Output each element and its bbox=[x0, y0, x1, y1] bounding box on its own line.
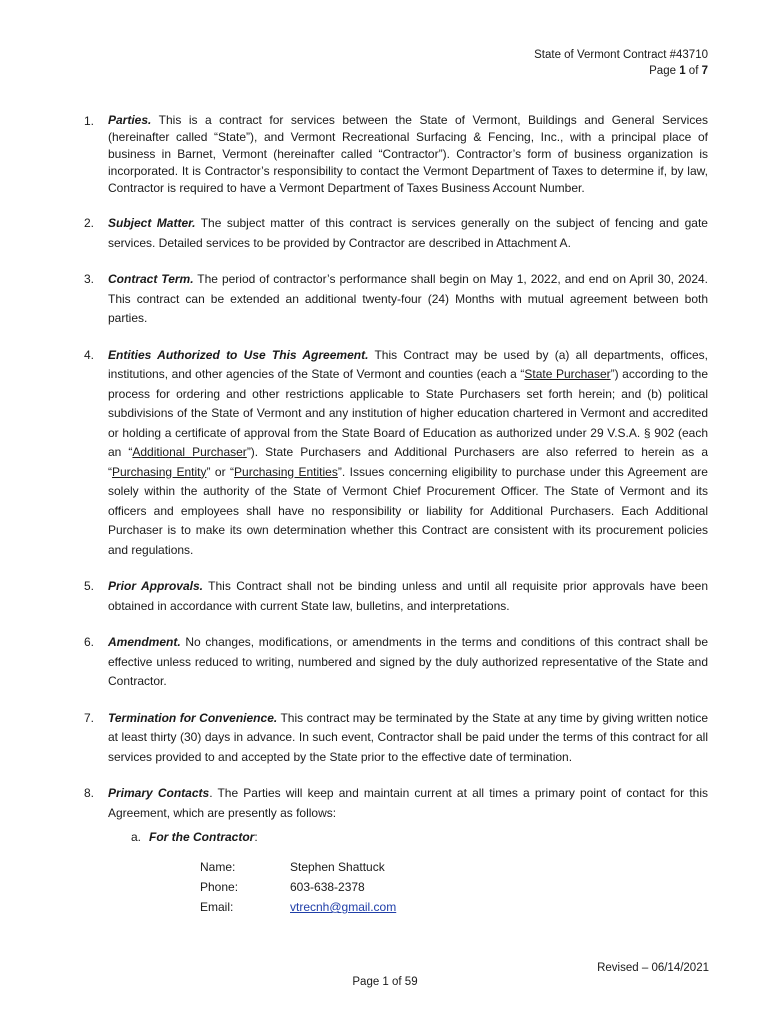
page-number: 1 bbox=[679, 65, 686, 77]
section-number: 6. bbox=[84, 635, 95, 649]
section-body: This Contract shall not be binding unless and until all requisite prior approvals have been obtained in accordance with current State law, bulletins, and interpretations. bbox=[108, 579, 708, 613]
section-title: Termination for Convenience. bbox=[108, 710, 278, 725]
defined-term-state-purchaser: State Purchaser bbox=[524, 367, 611, 381]
section-number: 3. bbox=[84, 272, 95, 286]
page-indicator bbox=[534, 63, 708, 79]
section-body: The subject matter of this contract is services generally on the subject of fencing and gate services. Detailed services to be provided by Contractor are described in Attachment A. bbox=[108, 216, 708, 250]
section-title: Prior Approvals. bbox=[108, 579, 203, 593]
section-text bbox=[108, 709, 708, 768]
subsection-contractor bbox=[131, 828, 708, 847]
section-text bbox=[108, 214, 708, 253]
section-number: 4. bbox=[84, 347, 95, 362]
subsection-letter: a. bbox=[131, 830, 142, 844]
section-number: 2. bbox=[84, 216, 95, 230]
section-body: This is a contract for services between the State of Vermont, Buildings and General Services (hereinafter called “State”), and Vermont Recreational Surfacing & Fencing, Inc., with a principal place of business in Barnet, Vermont (hereinafter called “Contractor”). Contractor’s form of business organization is incorporated. It is Contractor’s responsibility to contact the Vermont Department of Taxes to determine if, by law, Contractor is required to have a Vermont Department of Taxes Business Account Number. bbox=[108, 113, 708, 195]
section-contract-term bbox=[84, 270, 708, 329]
section-body-part: ”). State Purchasers and Additional Purchasers are also referred to herein as a “ bbox=[108, 445, 709, 479]
contact-label: Phone: bbox=[200, 880, 239, 894]
section-body: No changes, modifications, or amendments in the terms and conditions of this contract shall be effective unless reduced to writing, numbered and signed by the duly authorized representative of the State and Contractor. bbox=[108, 635, 708, 688]
defined-term-purchasing-entity: Purchasing Entity bbox=[112, 464, 207, 479]
section-body-part: ”. Issues concerning eligibility to purchase under this Agreement are solely within the authority of the State of Vermont Chief Procurement Officer. The State of Vermont and its officers and employees shall have no responsibility or liability for Additional Purchasers. Each Additional Purchaser is to make its own determination whether this Contract are consistent with its procurement policies and regulations. bbox=[108, 464, 708, 557]
contract-number: State of Vermont Contract #43710 bbox=[534, 49, 708, 61]
section-termination bbox=[84, 709, 708, 768]
section-text bbox=[108, 112, 708, 197]
section-title: Amendment. bbox=[108, 635, 181, 649]
section-primary-contacts bbox=[84, 784, 708, 823]
page-footer: Page 1 of 59 bbox=[352, 976, 418, 988]
section-prior-approvals bbox=[84, 577, 708, 616]
page-total: 7 bbox=[701, 65, 708, 77]
section-text bbox=[108, 784, 708, 823]
section-subject-matter bbox=[84, 214, 708, 253]
section-title: Parties. bbox=[108, 113, 152, 127]
section-text bbox=[108, 270, 708, 329]
section-number: 1. bbox=[84, 114, 95, 128]
section-text bbox=[108, 633, 708, 692]
subsection-colon: : bbox=[254, 830, 258, 844]
section-body-part: ”) according to the process for ordering and other restrictions applicable to State Purchasers set forth herein; and (b) political subdivisions of the State of Vermont and any institution of higher education chartered in Vermont and accredited or holding a certificate of approval from the State Board of Education as authorized under 29 V.S.A. § 902 (each an “ bbox=[108, 367, 708, 459]
contact-phone: 603-638-2378 bbox=[290, 880, 365, 894]
contractor-contact-block bbox=[200, 857, 708, 917]
section-body: The period of contractor’s performance shall begin on May 1, 2022, and end on April 30, 2024. This contract can be extended an additional twenty-four (24) Months with mutual agreement between both parties. bbox=[108, 272, 708, 325]
contact-row-email bbox=[200, 897, 708, 917]
section-parties bbox=[84, 112, 708, 197]
contact-label: Email: bbox=[200, 900, 234, 914]
defined-term-purchasing-entities: Purchasing Entities bbox=[234, 464, 338, 479]
section-text bbox=[108, 577, 708, 616]
contact-row-phone bbox=[200, 877, 708, 897]
section-number: 5. bbox=[84, 579, 95, 593]
document-body bbox=[84, 112, 708, 917]
subsection-title: For the Contractor bbox=[149, 830, 255, 844]
defined-term-additional-purchaser: Additional Purchaser bbox=[132, 445, 247, 459]
section-title: Subject Matter. bbox=[108, 216, 196, 230]
section-amendment bbox=[84, 633, 708, 692]
section-body: . The Parties will keep and maintain current at all times a primary point of contact for this Agreement, which are presently as follows: bbox=[108, 786, 708, 820]
page-of: of bbox=[685, 65, 702, 77]
section-body: This contract may be terminated by the State at any time by giving written notice at least thirty (30) days in advance. In such event, Contractor shall be paid under the terms of this contract for all services provided to and accepted by the State prior to the effective date of termination. bbox=[108, 710, 708, 764]
section-title: Contract Term. bbox=[108, 272, 194, 286]
contact-label: Name: bbox=[200, 860, 236, 874]
section-number: 8. bbox=[84, 786, 95, 800]
section-body-part: ” or “ bbox=[206, 464, 235, 479]
page-header bbox=[534, 47, 708, 79]
contact-name: Stephen Shattuck bbox=[290, 860, 385, 874]
contact-row-name bbox=[200, 857, 708, 877]
page-prefix: Page bbox=[649, 65, 680, 77]
section-number: 7. bbox=[84, 710, 95, 725]
contact-email-link[interactable]: vtrecnh@gmail.com bbox=[290, 900, 397, 914]
revision-date: Revised – 06/14/2021 bbox=[597, 962, 709, 974]
section-title: Primary Contacts bbox=[108, 786, 210, 800]
section-title: Entities Authorized to Use This Agreement. bbox=[108, 347, 369, 362]
section-entities-authorized bbox=[84, 346, 708, 561]
section-body-part: This Contract may be used by (a) all departments, offices, institutions, and other agencies of the State of Vermont and counties (each a “ bbox=[108, 347, 708, 381]
section-text bbox=[108, 346, 708, 561]
